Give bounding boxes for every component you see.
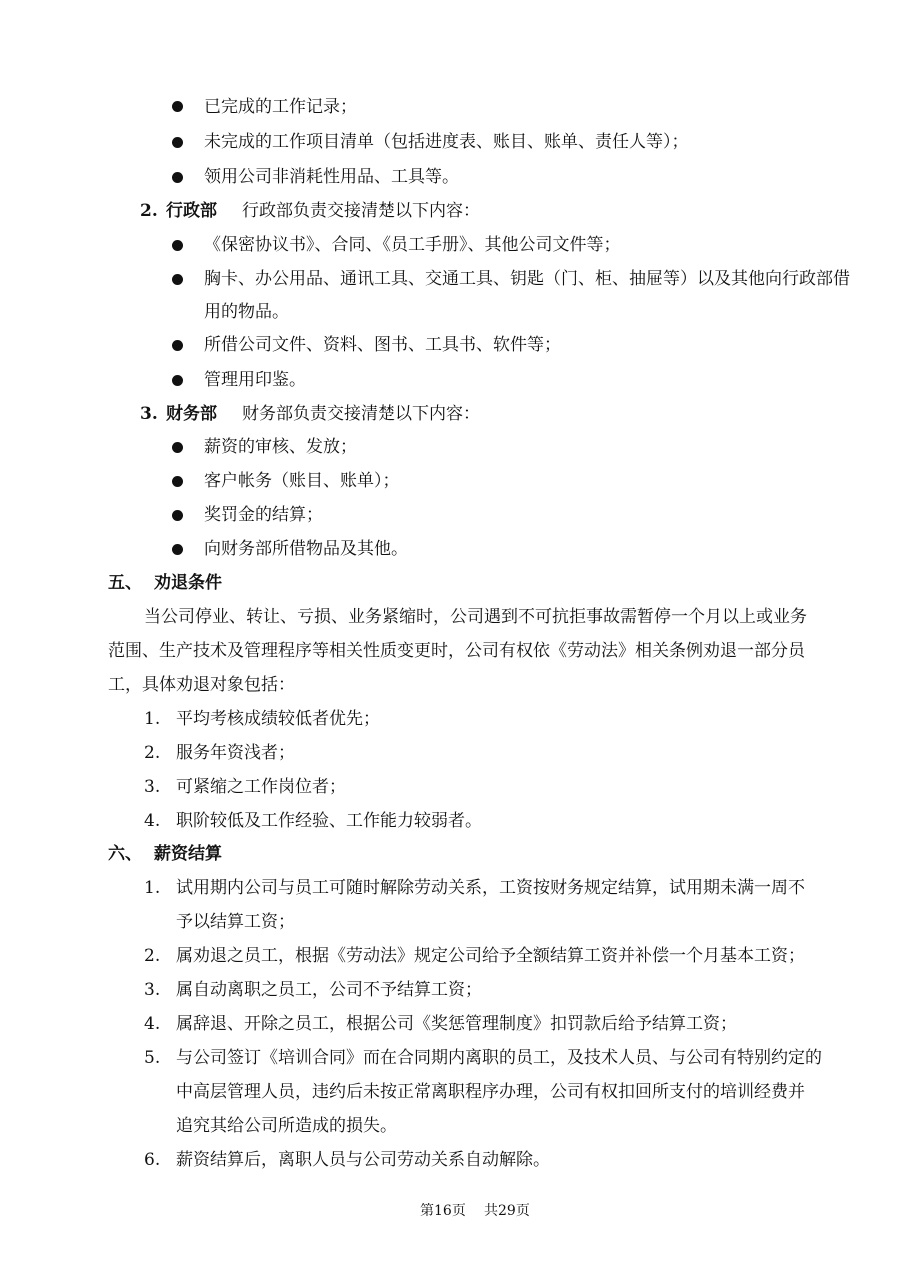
admin-dept-intro: 行政部负责交接清楚以下内容： [242, 201, 480, 221]
bullet-icon [172, 544, 183, 555]
list-number: 6. [144, 1150, 161, 1170]
list-item: 试用期内公司与员工可随时解除劳动关系，工资按财务规定结算，试用期未满一周不 [176, 878, 805, 898]
list-item: 管理用印鉴。 [204, 370, 306, 390]
page-total: 共29页 [484, 1203, 530, 1219]
list-item: 属辞退、开除之员工，根据公司《奖惩管理制度》扣罚款后给予结算工资； [176, 1014, 737, 1034]
list-item: 平均考核成绩较低者优先； [176, 709, 380, 729]
list-number: 2. [144, 743, 161, 763]
bullet-icon [172, 240, 183, 251]
section-title: 劝退条件 [154, 573, 222, 593]
section-number: 六、 [108, 844, 142, 864]
list-number: 3. [144, 980, 161, 1000]
section-title: 薪资结算 [154, 844, 222, 864]
list-number: 1. [144, 878, 161, 898]
list-item: 可紧缩之工作岗位者； [176, 777, 346, 797]
list-item-continuation: 予以结算工资； [176, 912, 295, 932]
list-item: 薪资的审核、发放； [204, 437, 357, 457]
paragraph-line: 工，具体劝退对象包括： [108, 675, 295, 695]
list-item: 与公司签订《培训合同》而在合同期内离职的员工，及技术人员、与公司有特别约定的 [176, 1048, 822, 1068]
bullet-icon [172, 172, 183, 183]
list-number: 4. [144, 1014, 161, 1034]
bullet-icon [172, 340, 183, 351]
list-item: 客户帐务（账目、账单）； [204, 471, 400, 491]
list-item: 薪资结算后，离职人员与公司劳动关系自动解除。 [176, 1150, 550, 1170]
list-item: 向财务部所借物品及其他。 [204, 539, 408, 559]
paragraph-line: 范围、生产技术及管理程序等相关性质变更时，公司有权依《劳动法》相关条例劝退一部分员 [108, 641, 805, 661]
list-item: 《保密协议书》、合同、《员工手册》、其他公司文件等； [204, 235, 621, 255]
bullet-icon [172, 510, 183, 521]
list-number: 2. [144, 946, 161, 966]
list-item-continuation: 中高层管理人员，违约后未按正常离职程序办理，公司有权扣回所支付的培训经费并 [176, 1082, 805, 1102]
finance-dept-number: 3. [140, 404, 158, 424]
paragraph-line: 当公司停业、转让、亏损、业务紧缩时，公司遇到不可抗拒事故需暂停一个月以上或业务 [144, 607, 807, 627]
list-number: 1. [144, 709, 161, 729]
list-item: 职阶较低及工作经验、工作能力较弱者。 [176, 811, 482, 831]
list-item: 所借公司文件、资料、图书、工具书、软件等； [204, 335, 561, 355]
admin-dept-title: 行政部 [166, 201, 217, 221]
list-item: 属劝退之员工，根据《劳动法》规定公司给予全额结算工资并补偿一个月基本工资； [176, 946, 805, 966]
list-item: 胸卡、办公用品、通讯工具、交通工具、钥匙（门、柜、抽屉等）以及其他向行政部借 [204, 269, 850, 289]
finance-dept-title: 财务部 [166, 404, 217, 424]
list-item: 奖罚金的结算； [204, 505, 323, 525]
list-number: 3. [144, 777, 161, 797]
page-number: 第16页 [420, 1203, 466, 1219]
bullet-icon [172, 101, 183, 112]
bullet-icon [172, 274, 183, 285]
section-number: 五、 [108, 573, 142, 593]
bullet-icon [172, 442, 183, 453]
finance-dept-intro: 财务部负责交接清楚以下内容： [242, 404, 480, 424]
list-item: 未完成的工作项目清单（包括进度表、账目、账单、责任人等）； [204, 132, 689, 152]
bullet-icon [172, 137, 183, 148]
list-item-continuation: 用的物品。 [204, 302, 289, 322]
list-item: 服务年资浅者； [176, 743, 295, 763]
list-number: 5. [144, 1048, 161, 1068]
admin-dept-number: 2. [140, 201, 158, 221]
list-item: 领用公司非消耗性用品、工具等。 [204, 167, 459, 187]
list-number: 4. [144, 811, 161, 831]
bullet-icon [172, 476, 183, 487]
list-item: 已完成的工作记录； [204, 97, 357, 117]
list-item-continuation: 追究其给公司所造成的损失。 [176, 1116, 397, 1136]
bullet-icon [172, 375, 183, 386]
list-item: 属自动离职之员工，公司不予结算工资； [176, 980, 482, 1000]
